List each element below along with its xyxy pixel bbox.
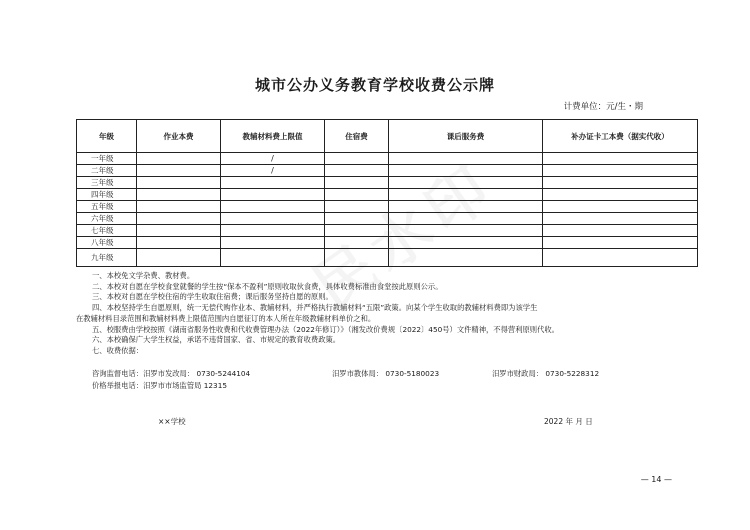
table-cell	[221, 237, 325, 249]
table-cell	[325, 237, 389, 249]
header-accommodation-fee: 住宿费	[325, 120, 389, 153]
table-cell	[543, 213, 698, 225]
table-row	[77, 201, 698, 213]
notes-section	[76, 271, 716, 357]
note-3: 三、本校对自愿在学校住宿的学生收取住宿费；课后服务坚持自愿的原则。	[92, 292, 333, 302]
billing-unit: 计费单位：元/生・期	[563, 102, 643, 112]
table-cell	[137, 225, 221, 237]
table-cell: /	[221, 153, 325, 165]
table-cell	[543, 189, 698, 201]
page-number: — 14 —	[640, 475, 672, 484]
table-cell	[543, 201, 698, 213]
table-cell	[325, 201, 389, 213]
table-row	[77, 177, 698, 189]
table-cell	[389, 189, 543, 201]
grade-cell: 九年级	[77, 249, 137, 267]
table-cell	[137, 153, 221, 165]
note-6: 六、本校确保广大学生权益，承诺不违背国家、省、市规定的教育收费政策。	[92, 335, 341, 345]
grade-cell: 四年级	[77, 189, 137, 201]
school-name: ××学校	[158, 417, 186, 426]
note-5: 五、校服费由学校按照《湖南省服务性收费和代收费管理办法（2022年修订）》（湘发改价费规〔2022〕450号）文件精神，不得营利原则代收。	[92, 324, 559, 334]
table-cell	[221, 225, 325, 237]
table-row	[77, 225, 698, 237]
header-grade: 年级	[77, 120, 137, 153]
header-card-replacement-fee: 补办证卡工本费（据实代收）	[543, 120, 698, 153]
page-title: 城市公办义务教育学校收费公示牌	[254, 76, 495, 94]
table-cell	[137, 177, 221, 189]
table-cell	[389, 165, 543, 177]
table-cell	[543, 177, 698, 189]
grade-cell: 六年级	[77, 213, 137, 225]
table-cell	[137, 213, 221, 225]
table-cell	[389, 237, 543, 249]
table-row	[77, 153, 698, 165]
table-cell	[389, 201, 543, 213]
table-cell	[325, 165, 389, 177]
table-cell	[325, 153, 389, 165]
table-cell	[543, 165, 698, 177]
table-cell	[325, 225, 389, 237]
table-cell	[137, 249, 221, 267]
contact-education-bureau: 汨罗市教体局： 0730-5180023	[332, 369, 440, 378]
contact-consult-hotline: 咨询监督电话：汨罗市发改局： 0730-5244104	[92, 369, 251, 378]
contact-finance-bureau: 汨罗市财政局： 0730-5228312	[492, 369, 600, 378]
table-cell	[221, 201, 325, 213]
table-cell	[389, 249, 543, 267]
table-cell	[137, 201, 221, 213]
note-4-continued: 在教辅材料目录范围和教辅材料费上限值范围内自愿征订的本人所在年级教辅材料单价之和。	[76, 313, 376, 323]
table-cell	[325, 177, 389, 189]
table-cell	[389, 177, 543, 189]
note-1: 一、本校免文学杂费、教材费。	[92, 271, 195, 280]
table-cell	[137, 189, 221, 201]
table-cell	[325, 213, 389, 225]
table-cell	[221, 189, 325, 201]
table-cell	[221, 213, 325, 225]
table-row	[77, 237, 698, 249]
table-header-row	[77, 120, 698, 153]
table-cell	[389, 153, 543, 165]
grade-cell: 一年级	[77, 153, 137, 165]
table-row	[77, 189, 698, 201]
header-materials-fee-cap: 教辅材料费上限值	[221, 120, 325, 153]
table-cell	[543, 153, 698, 165]
table-cell	[325, 249, 389, 267]
fee-table	[76, 119, 698, 267]
table-cell	[389, 225, 543, 237]
grade-cell: 八年级	[77, 237, 137, 249]
grade-cell: 五年级	[77, 201, 137, 213]
grade-cell: 七年级	[77, 225, 137, 237]
table-row	[77, 165, 698, 177]
document-date: 2022 年 月 日	[544, 417, 593, 426]
header-after-school-fee: 课后服务费	[389, 120, 543, 153]
table-cell	[221, 249, 325, 267]
note-4: 四、本校坚持学生自愿原则，统一无偿代购作业本、教辅材料，并严格执行教辅材料“五限”政策。向某个学生收取的教辅材料费即为该学生	[92, 303, 538, 313]
table-cell	[543, 237, 698, 249]
table-cell	[137, 165, 221, 177]
contact-price-report-hotline: 价格举报电话：汨罗市市场监管局 12315	[92, 381, 227, 390]
table-cell: /	[221, 165, 325, 177]
table-cell	[543, 249, 698, 267]
note-7: 七、收费依据：	[92, 345, 144, 355]
table-cell	[325, 189, 389, 201]
table-cell	[137, 237, 221, 249]
grade-cell: 二年级	[77, 165, 137, 177]
table-row	[77, 249, 698, 267]
grade-cell: 三年级	[77, 177, 137, 189]
header-workbook-fee: 作业本费	[137, 120, 221, 153]
table-row	[77, 213, 698, 225]
table-cell	[389, 213, 543, 225]
table-cell	[221, 177, 325, 189]
table-cell	[543, 225, 698, 237]
note-2: 二、本校对自愿在学校食堂就餐的学生按“保本不盈利”原则收取伙食费，具体收费标准由食堂按此原则公示。	[92, 281, 443, 291]
